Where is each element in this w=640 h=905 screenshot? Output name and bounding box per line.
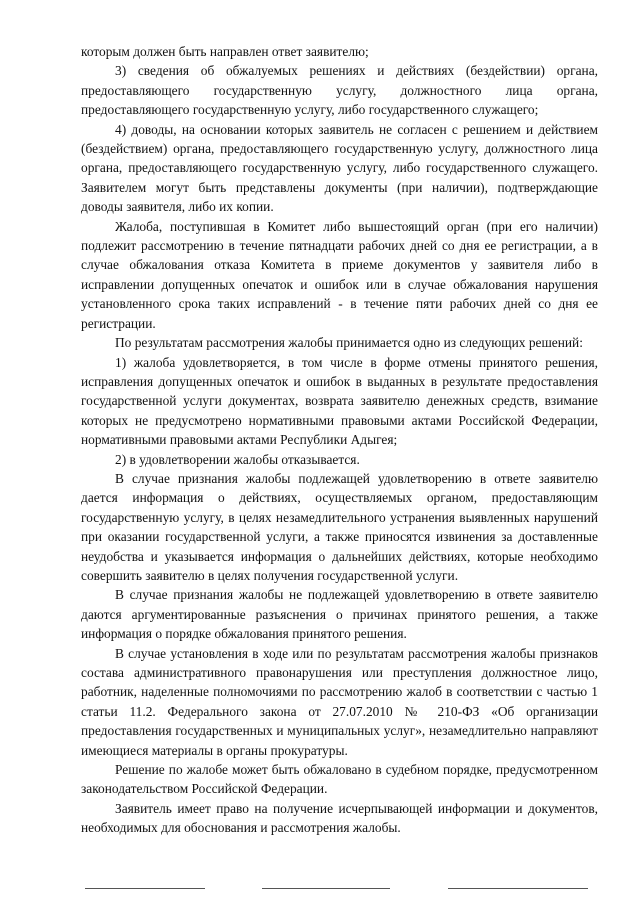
paragraph-item-3: 3) сведения об обжалуемых решениях и действиях (бездействии) органа, предоставляющего государственную услугу, должностного лица органа, предоставляющего государственную услугу, либо государственного служащего; <box>81 63 598 118</box>
footer-rule-right <box>448 888 588 889</box>
paragraph-complaint-satisfied: В случае признания жалобы подлежащей удовлетворению в ответе заявителю дается информация о действиях, осуществляемых органом, предоставляющим государственную услугу, в целях незамедлительного устранения выявленных нарушений при оказании государственной услуги, а также приносятся извинения за доставленные неудобства и указывается информация о дальнейших действиях, которые необходимо совершить заявителю в целях получения государственной услуги. <box>81 470 598 583</box>
paragraph-review-results: По результатам рассмотрения жалобы принимается одно из следующих решений: <box>115 335 583 351</box>
paragraph-decision-1: 1) жалоба удовлетворяется, в том числе в форме отмены принятого решения, исправления допущенных опечаток и ошибок в выданных в результате предоставления государственной услуги документах, возврата заявителю денежных средств, взимание которых не предусмотрено нормативными правовыми актами Российской Федерации, нормативными правовыми актами Республики Адыгея; <box>81 354 598 448</box>
footer-rule-left <box>85 888 205 889</box>
paragraph-court-appeal: Решение по жалобе может быть обжаловано в судебном порядке, предусмотренном законодательством Российской Федерации. <box>81 762 598 797</box>
footer-rule-center <box>262 888 390 889</box>
paragraph-offense-detected: В случае установления в ходе или по результатам рассмотрения жалобы признаков состава административного правонарушения или преступления должностное лицо, работник, наделенные полномочиями по рассмотрению жалоб в соответствии с частью 1 статьи 11.2. Федерального закона от 27.07.2010 № 210-ФЗ «Об организации предоставления государственных и муниципальных услуг», незамедлительно направляют имеющиеся материалы в органы прокуратуры. <box>81 645 598 758</box>
paragraph-response-address: которым должен быть направлен ответ заявителю; <box>81 44 369 59</box>
paragraph-item-4: 4) доводы, на основании которых заявитель не согласен с решением и действием (бездействием) органа, предоставляющего государственную услугу, должностного лица органа, предоставляющего государственную услугу, либо государственного служащего. Заявителем могут быть представлены документы (при наличии), подтверждающие доводы заявителя, либо их копии. <box>81 121 598 215</box>
paragraph-decision-2: 2) в удовлетворении жалобы отказывается. <box>115 451 360 467</box>
document-page <box>81 42 598 838</box>
paragraph-applicant-rights: Заявитель имеет право на получение исчерпывающей информации и документов, необходимых для обоснования и рассмотрения жалобы. <box>81 800 598 836</box>
paragraph-complaint-rejected: В случае признания жалобы не подлежащей удовлетворению в ответе заявителю даются аргументированные разъяснения о причинах принятого решения, а также информация о порядке обжалования принятого решения. <box>81 587 598 642</box>
paragraph-complaint-review-term: Жалоба, поступившая в Комитет либо вышестоящий орган (при его наличии) подлежит рассмотрению в течение пятнадцати рабочих дней со дня ее регистрации, а в случае обжалования отказа Комитета в приеме документов у заявителя либо в исправлении допущенных опечаток и ошибок или в случае обжалования нарушения установленного срока таких исправлений - в течение пяти рабочих дней со дня ее регистрации. <box>81 218 598 331</box>
